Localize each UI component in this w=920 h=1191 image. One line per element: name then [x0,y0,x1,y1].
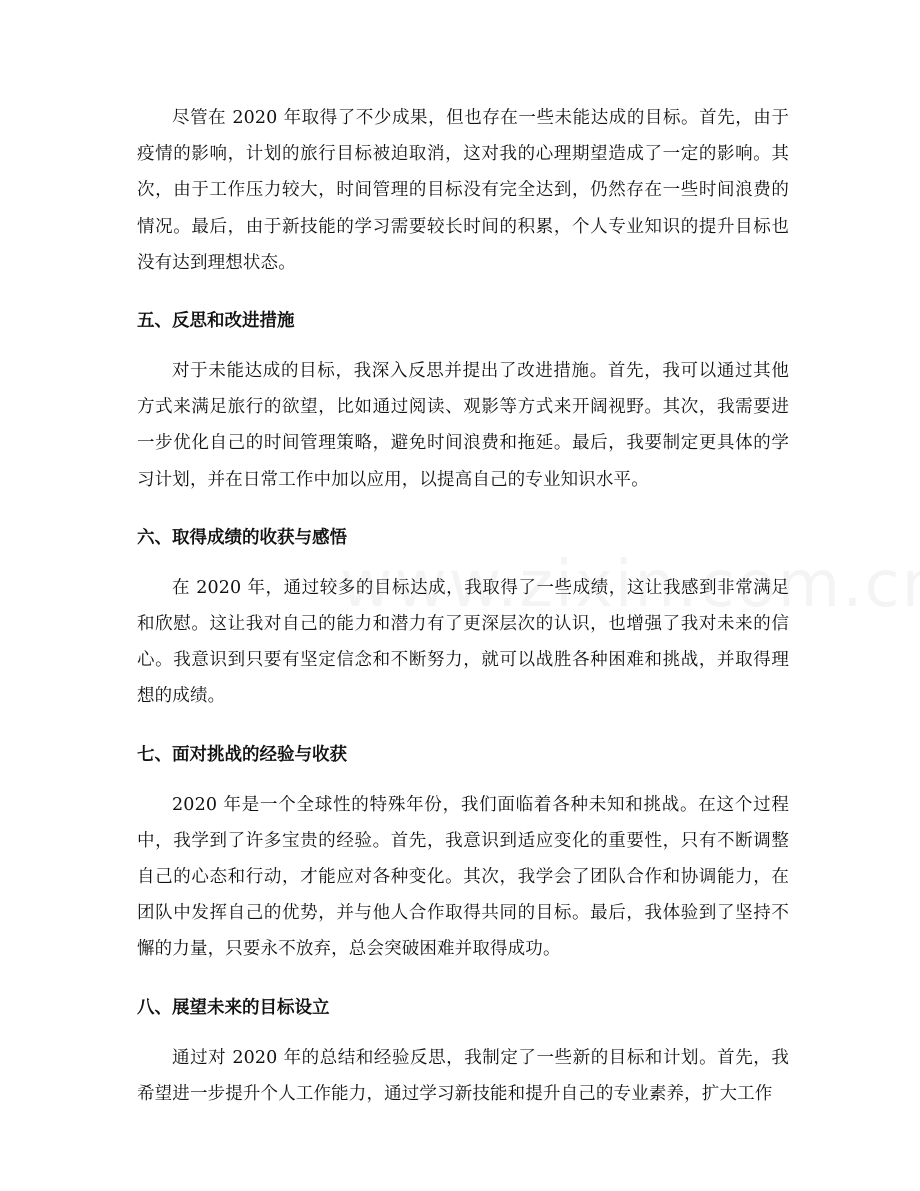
paragraph-unmet-goals: 尽管在 2020 年取得了不少成果，但也存在一些未能达成的目标。首先，由于疫情的影响，计划的旅行目标被迫取消，这对我的心理期望造成了一定的影响。其次，由于工作压力较大，时间管理的目标没有完全达到，仍然存在一些时间浪费的情况。最后，由于新技能的学习需要较长时间的积累，个人专业知识的提升目标也没有达到理想状态。 [137,108,789,273]
heading-achievements: 六、取得成绩的收获与感悟 [137,527,347,548]
heading-reflection: 五、反思和改进措施 [137,311,295,332]
paragraph-challenges: 2020 年是一个全球性的特殊年份，我们面临着各种未知和挑战。在这个过程中，我学到了许多宝贵的经验。首先，我意识到适应变化的重要性，只有不断调整自己的心态和行动，才能应对各种变化。其次，我学会了团队合作和协调能力，在团队中发挥自己的优势，并与他人合作取得共同的目标。最后，我体验到了坚持不懈的力量，只要永不放弃，总会突破困难并取得成功。 [137,794,789,960]
paragraph-reflection: 对于未能达成的目标，我深入反思并提出了改进措施。首先，我可以通过其他方式来满足旅行的欲望，比如通过阅读、观影等方式来开阔视野。其次，我需要进一步优化自己的时间管理策略，避免时间浪费和拖延。最后，我要制定更具体的学习计划，并在日常工作中加以应用，以提高自己的专业知识水平。 [137,361,789,490]
paragraph-achievements: 在 2020 年，通过较多的目标达成，我取得了一些成绩，这让我感到非常满足和欣慰。这让我对自己的能力和潜力有了更深层次的认识，也增强了我对未来的信心。我意识到只要有坚定信念和不断努力，就可以战胜各种困难和挑战，并取得理想的成绩。 [137,577,789,707]
heading-challenges: 七、面对挑战的经验与收获 [137,744,347,765]
document-page [137,100,789,1112]
paragraph-future-goals: 通过对 2020 年的总结和经验反思，我制定了一些新的目标和计划。首先，我希望进一步提升个人工作能力，通过学习新技能和提升自己的专业素养，扩大工作 [137,1047,789,1104]
heading-future-goals: 八、展望未来的目标设立 [137,997,330,1018]
